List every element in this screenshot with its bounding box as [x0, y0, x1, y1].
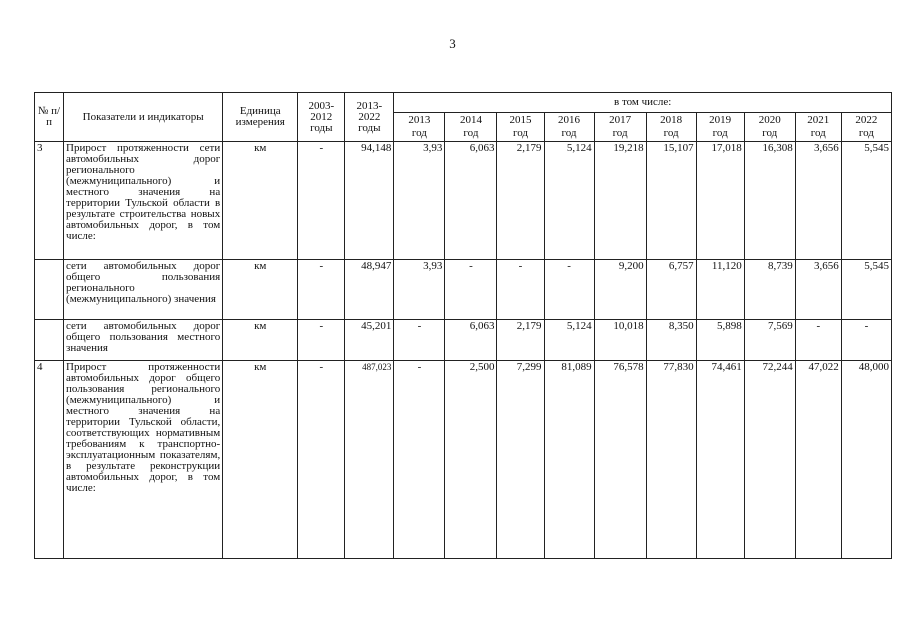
row-value-2013: 3,93 — [394, 142, 445, 260]
header-year-suffix: год — [463, 127, 479, 139]
header-year-value: 2019 — [709, 114, 732, 126]
row-value-2021: 3,656 — [795, 260, 841, 320]
row-period-2013-2022: 45,201 — [345, 320, 394, 361]
header-year-value: 2016 — [558, 114, 581, 126]
row-num — [35, 320, 64, 361]
row-value-2015: 7,299 — [497, 361, 544, 559]
row-indicator: Прирост протяженности сети автомобильных дорог регионального (межмуниципального) и местного значения на территории Тульской области в результате строительства новых автомобильных дорог, в том числе: — [64, 142, 223, 260]
row-value-2018: 77,830 — [646, 361, 696, 559]
row-value-2019: 5,898 — [696, 320, 744, 361]
row-value-2021: 47,022 — [795, 361, 841, 559]
header-num: № п/п — [35, 93, 64, 142]
header-including: в том числе: — [394, 93, 892, 113]
header-indicator: Показатели и индикаторы — [64, 93, 223, 142]
header-year-value: 2017 — [609, 114, 632, 126]
row-period-2003-2012: - — [298, 361, 345, 559]
header-year-value: 2015 — [509, 114, 532, 126]
row-value-2016: 5,124 — [544, 320, 594, 361]
row-value-2020: 72,244 — [744, 361, 795, 559]
header-year-2016 — [544, 113, 594, 142]
header-year-suffix: год — [663, 127, 679, 139]
header-year-2015 — [497, 113, 544, 142]
table-row — [35, 260, 892, 320]
row-indicator: Прирост протяженности автомобильных дорог общего пользования регионального (межмуниципального) и местного значения на территории Тульской области, соответствующих нормативным требованиям к транспортно-эксплуатационным показателям, в результате реконструкции автомобильных дорог, в том числе: — [64, 361, 223, 559]
row-value-2019: 17,018 — [696, 142, 744, 260]
header-year-value: 2022 — [855, 114, 878, 126]
header-year-value: 2013 — [408, 114, 431, 126]
row-value-2022: - — [841, 320, 891, 361]
header-year-value: 2018 — [660, 114, 683, 126]
row-period-2003-2012: - — [298, 142, 345, 260]
header-year-suffix: год — [612, 127, 628, 139]
row-value-2016: 5,124 — [544, 142, 594, 260]
row-num — [35, 260, 64, 320]
header-year-2014 — [445, 113, 497, 142]
row-value-2018: 15,107 — [646, 142, 696, 260]
header-year-suffix: год — [512, 127, 528, 139]
header-year-2021 — [795, 113, 841, 142]
indicators-table — [34, 92, 892, 559]
row-value-2018: 6,757 — [646, 260, 696, 320]
row-value-2014: 6,063 — [445, 142, 497, 260]
table-row — [35, 142, 892, 260]
row-value-2013: 3,93 — [394, 260, 445, 320]
row-value-2016: - — [544, 260, 594, 320]
row-value-2014: 2,500 — [445, 361, 497, 559]
header-year-suffix: год — [411, 127, 427, 139]
header-year-suffix: год — [712, 127, 728, 139]
page-number: 3 — [449, 36, 456, 51]
row-value-2020: 7,569 — [744, 320, 795, 361]
row-value-2022: 48,000 — [841, 361, 891, 559]
header-year-value: 2021 — [807, 114, 830, 126]
row-unit: км — [223, 142, 298, 260]
row-period-2013-2022: 487,023 — [345, 361, 394, 559]
header-year-suffix: год — [858, 127, 874, 139]
header-period-2013-2022: 2013-2022 годы — [345, 93, 394, 142]
header-row-1 — [35, 93, 892, 113]
row-value-2013: - — [394, 320, 445, 361]
row-value-2017: 9,200 — [594, 260, 646, 320]
row-num: 3 — [35, 142, 64, 260]
row-value-2020: 16,308 — [744, 142, 795, 260]
table-body — [35, 142, 892, 559]
row-value-2013: - — [394, 361, 445, 559]
row-period-2003-2012: - — [298, 320, 345, 361]
row-indicator: сети автомобильных дорог общего пользования местного значения — [64, 320, 223, 361]
row-value-2019: 11,120 — [696, 260, 744, 320]
row-value-2018: 8,350 — [646, 320, 696, 361]
row-value-2015: 2,179 — [497, 320, 544, 361]
row-value-2014: - — [445, 260, 497, 320]
row-value-2017: 76,578 — [594, 361, 646, 559]
header-year-value: 2014 — [459, 114, 482, 126]
row-value-2015: 2,179 — [497, 142, 544, 260]
header-year-2013 — [394, 113, 445, 142]
row-unit: км — [223, 260, 298, 320]
row-num: 4 — [35, 361, 64, 559]
row-value-2015: - — [497, 260, 544, 320]
row-value-2020: 8,739 — [744, 260, 795, 320]
row-value-2016: 81,089 — [544, 361, 594, 559]
header-year-2019 — [696, 113, 744, 142]
row-value-2014: 6,063 — [445, 320, 497, 361]
header-period-2003-2012: 2003-2012 годы — [298, 93, 345, 142]
row-period-2013-2022: 48,947 — [345, 260, 394, 320]
row-unit: км — [223, 361, 298, 559]
header-year-suffix: год — [561, 127, 577, 139]
row-unit: км — [223, 320, 298, 361]
header-year-value: 2020 — [758, 114, 781, 126]
row-value-2017: 10,018 — [594, 320, 646, 361]
header-year-2022 — [841, 113, 891, 142]
row-period-2003-2012: - — [298, 260, 345, 320]
header-unit: Единица измерения — [223, 93, 298, 142]
row-value-2021: - — [795, 320, 841, 361]
row-value-2019: 74,461 — [696, 361, 744, 559]
row-value-2017: 19,218 — [594, 142, 646, 260]
header-year-suffix: год — [810, 127, 826, 139]
row-value-2022: 5,545 — [841, 260, 891, 320]
table-row — [35, 320, 892, 361]
row-value-2021: 3,656 — [795, 142, 841, 260]
header-year-2018 — [646, 113, 696, 142]
row-value-2022: 5,545 — [841, 142, 891, 260]
header-year-suffix: год — [762, 127, 778, 139]
header-year-2020 — [744, 113, 795, 142]
header-year-2017 — [594, 113, 646, 142]
row-indicator: сети автомобильных дорог общего пользования регионального (межмуниципального) значения — [64, 260, 223, 320]
row-period-2013-2022: 94,148 — [345, 142, 394, 260]
table-row — [35, 361, 892, 559]
